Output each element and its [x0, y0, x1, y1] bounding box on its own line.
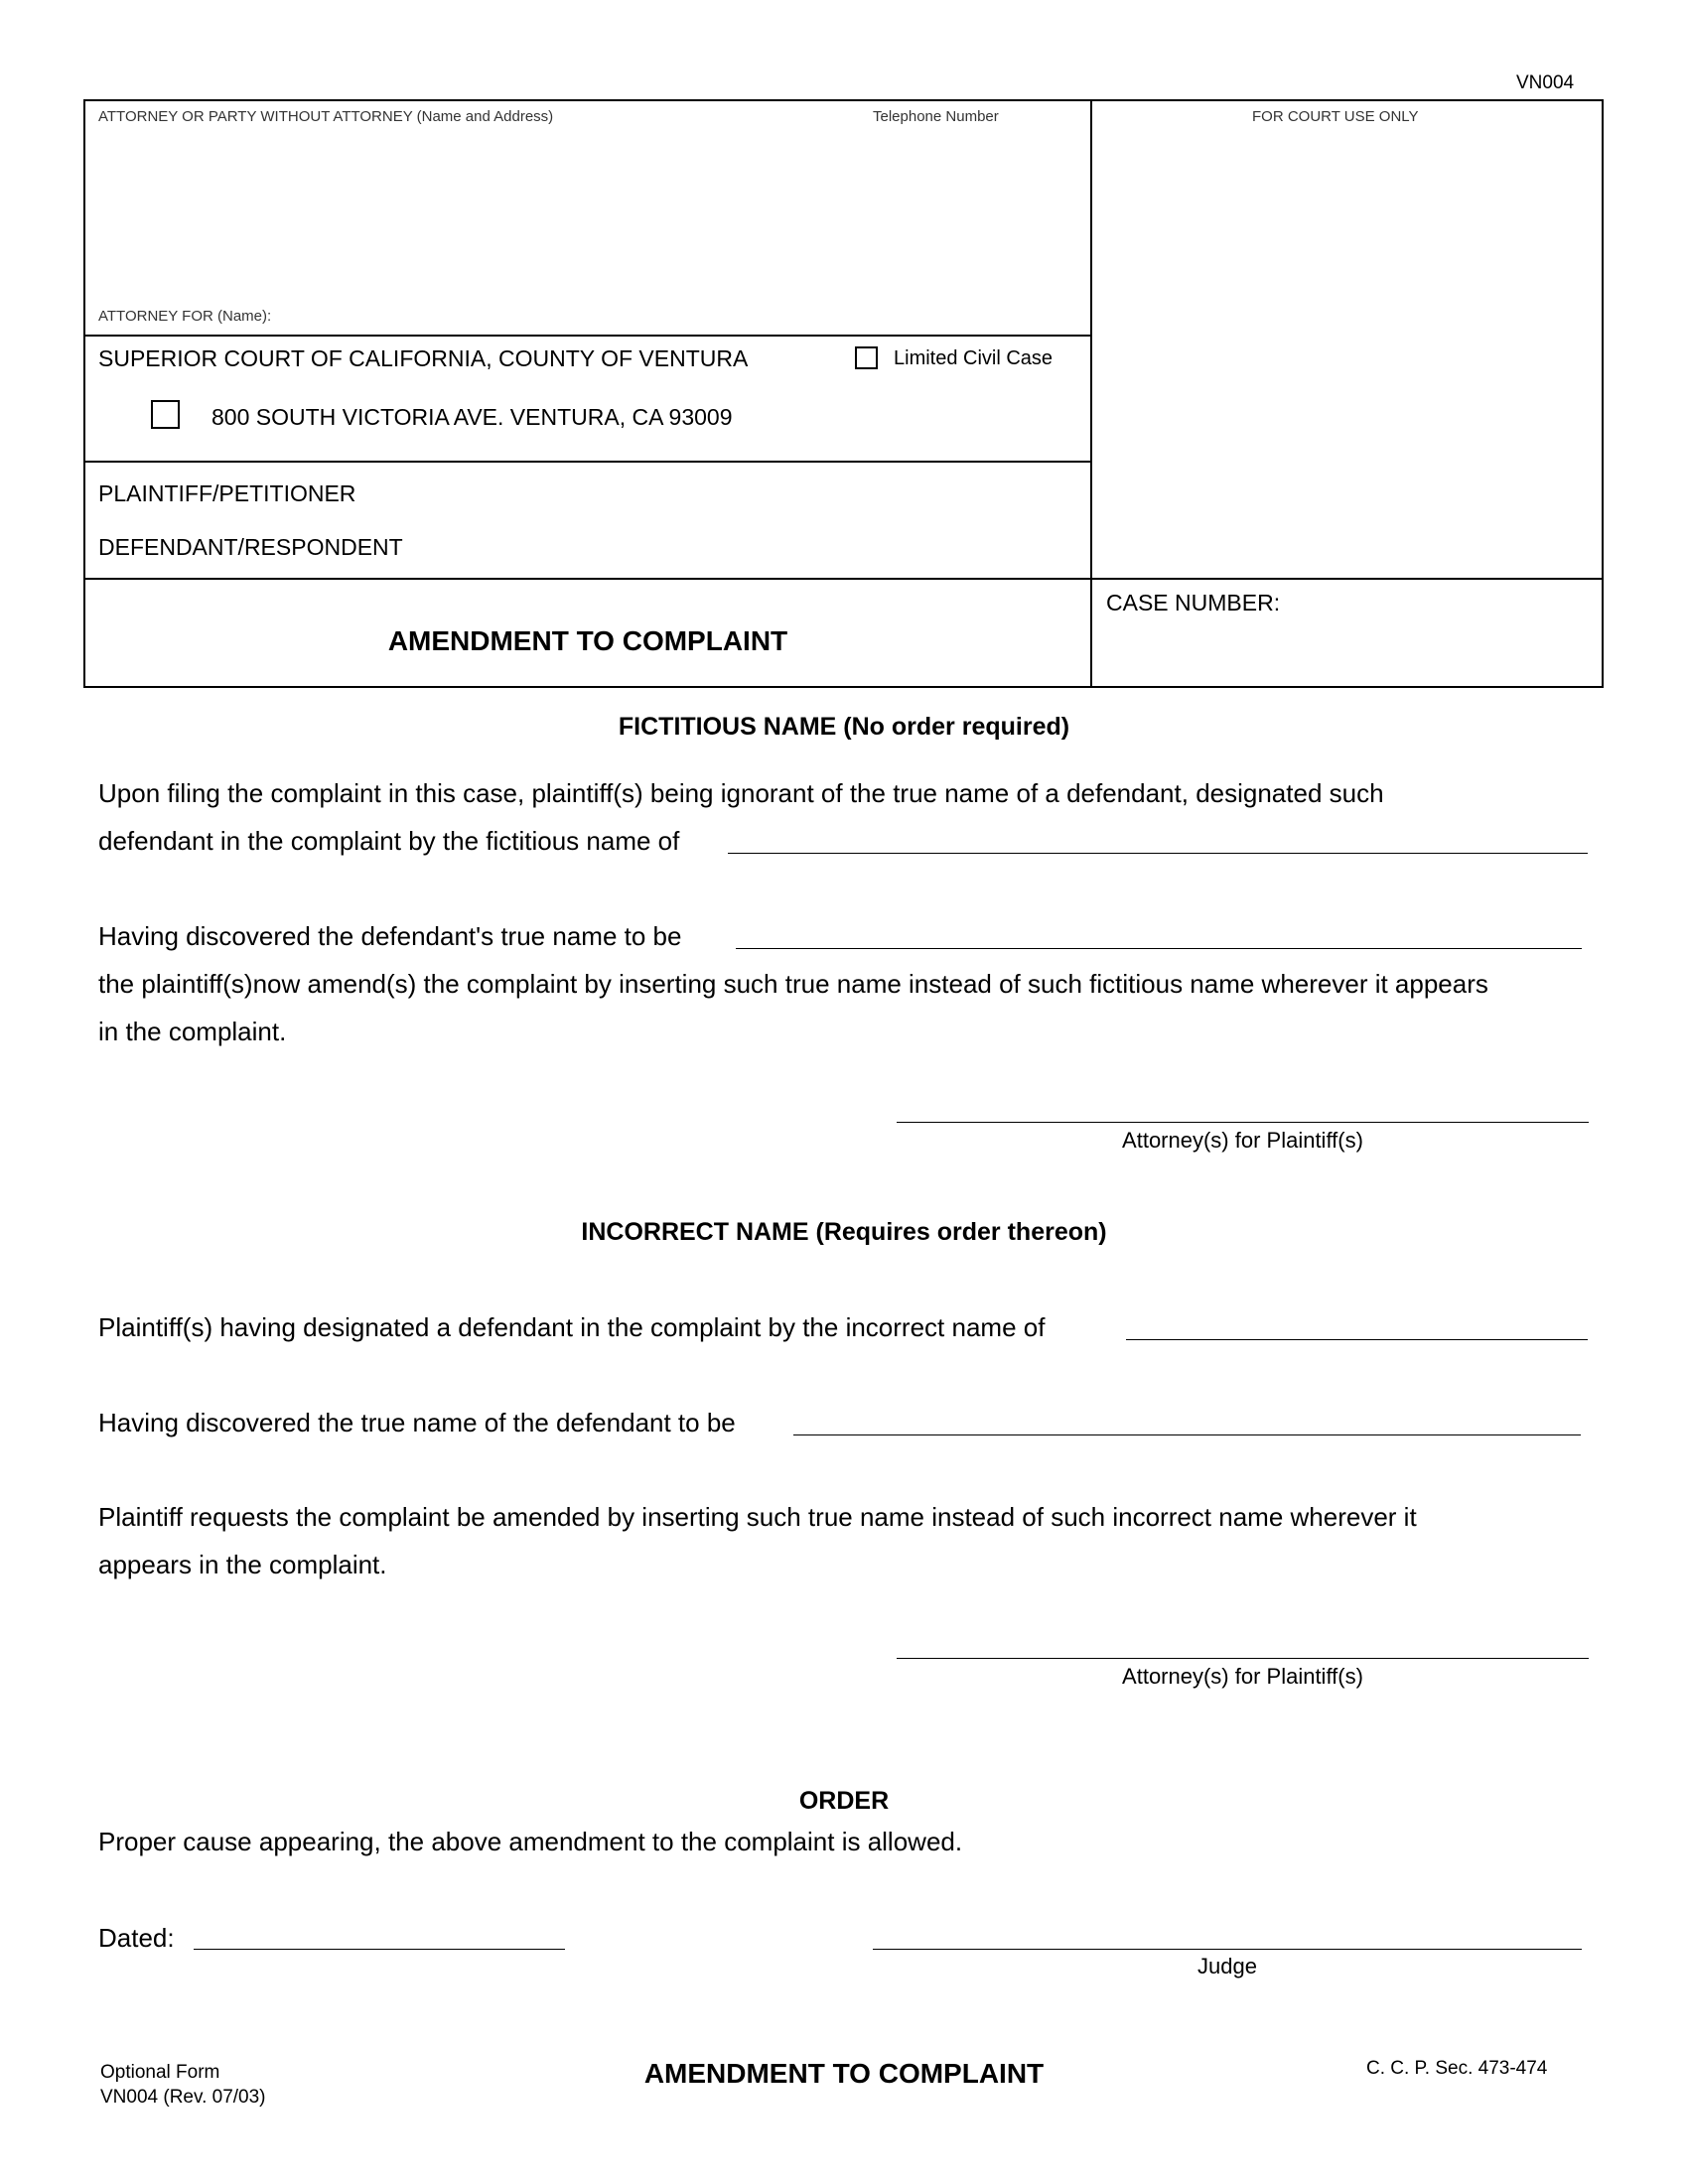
fictitious-heading: FICTITIOUS NAME (No order required)	[618, 713, 1070, 741]
fictitious-line-1: Upon filing the complaint in this case, plaintiff(s) being ignorant of the true name of a defendant, designated such	[98, 778, 1384, 808]
incorrect-line-3: Plaintiff requests the complaint be amended by inserting such true name instead of such incorrect name wherever it	[98, 1502, 1417, 1532]
case-number-label: CASE NUMBER:	[1106, 590, 1281, 615]
form-title: AMENDMENT TO COMPLAINT	[387, 625, 788, 656]
fictitious-line-3: Having discovered the defendant's true name to be	[98, 921, 682, 951]
dated-label: Dated:	[98, 1923, 175, 1953]
judge-signature-line[interactable]	[873, 1949, 1582, 1950]
true-name-field[interactable]	[736, 948, 1582, 949]
incorrect-line-2: Having discovered the true name of the defendant to be	[98, 1408, 736, 1437]
incorrect-true-name-field[interactable]	[793, 1434, 1581, 1435]
fictitious-line-5: in the complaint.	[98, 1017, 287, 1046]
telephone-label: Telephone Number	[873, 108, 999, 125]
fictitious-line-4: the plaintiff(s)now amend(s) the complaint by inserting such true name instead of such fictitious name wherever it appears	[98, 969, 1488, 999]
defendant-label: DEFENDANT/RESPONDENT	[98, 534, 403, 560]
plaintiff-label: PLAINTIFF/PETITIONER	[98, 480, 356, 506]
incorrect-line-1: Plaintiff(s) having designated a defendant in the complaint by the incorrect name of	[98, 1312, 1046, 1342]
order-text: Proper cause appearing, the above amendment to the complaint is allowed.	[98, 1827, 963, 1856]
order-heading: ORDER	[798, 1787, 890, 1815]
court-address-checkbox[interactable]	[151, 400, 180, 429]
footer-citation: C. C. P. Sec. 473-474	[1366, 2058, 1548, 2079]
footer-optional-form: Optional Form	[100, 2062, 220, 2083]
footer-title: AMENDMENT TO COMPLAINT	[643, 2058, 1045, 2089]
attorney-for-label: ATTORNEY FOR (Name):	[98, 308, 272, 325]
incorrect-heading: INCORRECT NAME (Requires order thereon)	[581, 1218, 1107, 1246]
attorney-signature-line-2[interactable]	[897, 1658, 1589, 1659]
form-code: VN004	[1516, 72, 1575, 93]
fictitious-line-2: defendant in the complaint by the fictitious name of	[98, 826, 680, 856]
court-address: 800 SOUTH VICTORIA AVE. VENTURA, CA 93009	[211, 404, 733, 430]
court-name: SUPERIOR COURT OF CALIFORNIA, COUNTY OF VENTURA	[98, 345, 749, 371]
attorney-signature-line-1[interactable]	[897, 1122, 1589, 1123]
limited-civil-checkbox[interactable]	[855, 346, 878, 369]
attorney-label: ATTORNEY OR PARTY WITHOUT ATTORNEY (Name and Address)	[98, 108, 554, 125]
incorrect-name-field[interactable]	[1126, 1339, 1588, 1340]
attorney-signature-label-1: Attorney(s) for Plaintiff(s)	[1122, 1128, 1363, 1153]
judge-label: Judge	[1197, 1954, 1257, 1979]
attorney-signature-label-2: Attorney(s) for Plaintiff(s)	[1122, 1664, 1363, 1689]
footer-revision: VN004 (Rev. 07/03)	[100, 2087, 266, 2108]
court-use-label: FOR COURT USE ONLY	[1252, 108, 1419, 125]
date-field[interactable]	[194, 1949, 565, 1950]
fictitious-name-field[interactable]	[728, 853, 1588, 854]
incorrect-line-4: appears in the complaint.	[98, 1550, 387, 1579]
limited-civil-label: Limited Civil Case	[894, 347, 1054, 369]
